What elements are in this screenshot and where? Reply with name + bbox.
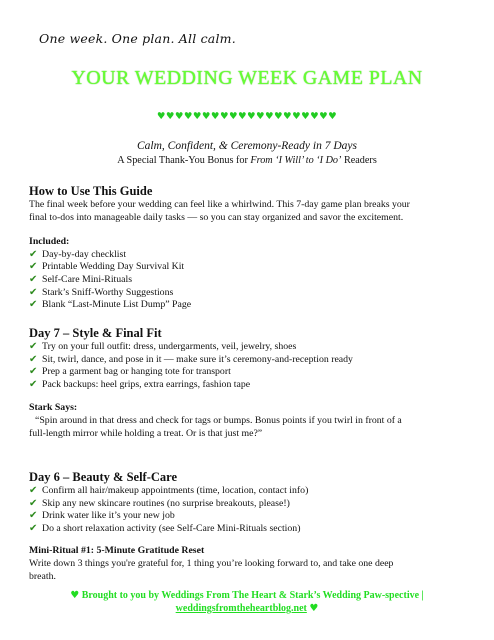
stark-quote-line: “Spin around in that dress and check for tags or bumps. Bonus points if you twirl in front of a <box>35 414 402 426</box>
mini-ritual-label: Mini-Ritual #1: 5-Minute Gratitude Reset <box>29 545 205 557</box>
list-item: ✔ Day-by-day checklist <box>29 248 127 260</box>
page-title: YOUR WEDDING WEEK GAME PLAN <box>71 67 423 89</box>
check-mark-icon: ✔ <box>29 497 38 509</box>
mini-ritual-line: Write down 3 things you're grateful for, 1 thing you’re looking forward to, and take one deep <box>29 557 394 569</box>
subtitle: Calm, Confident, & Ceremony-Ready in 7 Days <box>137 140 357 152</box>
check-mark-icon: ✔ <box>29 510 38 522</box>
heart-divider-icon: ♥♥♥♥♥♥♥♥♥♥♥♥♥♥♥♥♥♥♥♥ <box>156 111 338 122</box>
check-mark-icon: ✔ <box>29 485 38 496</box>
footer-credit: Brought to you by Weddings From The Heart & Stark’s Wedding Paw-spective | <box>81 590 424 601</box>
day7-section <box>29 326 469 440</box>
bonus-book-title: From ‘I Will’ to ‘I Do’ <box>250 155 342 166</box>
check-mark-icon: ✔ <box>29 248 38 260</box>
list-item: ✔ Printable Wedding Day Survival Kit <box>29 261 185 273</box>
check-mark-icon: ✔ <box>29 299 38 311</box>
list-item: ✔ Prep a garment bag or hanging tote for transport <box>29 366 231 378</box>
list-item: ✔ Blank “Last-Minute List Dump” Page <box>29 299 192 311</box>
stark-says-label: Stark Says: <box>29 402 78 414</box>
check-mark-icon: ✔ <box>29 522 38 534</box>
included-list <box>29 249 469 312</box>
day7-checklist <box>29 341 469 391</box>
check-mark-icon: ✔ <box>29 353 38 365</box>
check-mark-icon: ✔ <box>29 366 38 378</box>
footer <box>0 589 494 615</box>
included-label: Included: <box>29 236 70 248</box>
how-to-section <box>29 184 469 312</box>
day6-heading: Day 6 – Beauty & Self-Care <box>29 470 178 484</box>
stark-quote-line: full-length mirror while holding a treat. Or is that just me?” <box>29 427 263 439</box>
check-mark-icon: ✔ <box>29 341 38 352</box>
heart-icon: ♥ <box>70 590 80 601</box>
list-item: ✔ Self-Care Mini-Rituals <box>29 273 133 285</box>
day7-heading: Day 7 – Style & Final Fit <box>29 326 162 340</box>
check-mark-icon: ✔ <box>29 378 38 390</box>
list-item: ✔ Stark’s Sniff-Worthy Suggestions <box>29 286 174 298</box>
list-item: ✔ Confirm all hair/makeup appointments (time, location, contact info) <box>29 485 309 496</box>
check-mark-icon: ✔ <box>29 273 38 285</box>
day6-checklist <box>29 485 469 535</box>
list-item: ✔ Do a short relaxation activity (see Self-Care Mini-Rituals section) <box>29 522 301 534</box>
footer-link[interactable]: weddingsfromtheheartblog.net <box>175 603 307 614</box>
list-item: ✔ Pack backups: heel grips, extra earrings, fashion tape <box>29 378 251 390</box>
bonus-prefix: A Special Thank-You Bonus for <box>117 155 251 166</box>
heart-icon: ♥ <box>309 603 319 614</box>
day6-section <box>29 470 469 583</box>
check-mark-icon: ✔ <box>29 261 38 273</box>
list-item: ✔ Sit, twirl, dance, and pose in it — make sure it’s ceremony-and-reception ready <box>29 353 353 365</box>
how-to-line: final to-dos into manageable daily tasks — so you can stay organized and savor the excitement. <box>29 211 404 223</box>
how-to-heading: How to Use This Guide <box>29 184 153 198</box>
list-item: ✔ Drink water like it’s your new job <box>29 510 175 522</box>
bonus-suffix: Readers <box>341 155 377 166</box>
list-item: ✔ Skip any new skincare routines (no surprise breakouts, please!) <box>29 497 290 509</box>
list-item: ✔ Try on your full outfit: dress, undergarments, veil, jewelry, shoes <box>29 341 297 352</box>
bonus-line <box>0 155 494 166</box>
tagline: One week. One plan. All calm. <box>39 31 236 46</box>
how-to-line: The final week before your wedding can feel like a whirlwind. This 7-day game plan breaks your <box>29 199 410 210</box>
mini-ritual-line: breath. <box>29 570 56 582</box>
check-mark-icon: ✔ <box>29 286 38 298</box>
